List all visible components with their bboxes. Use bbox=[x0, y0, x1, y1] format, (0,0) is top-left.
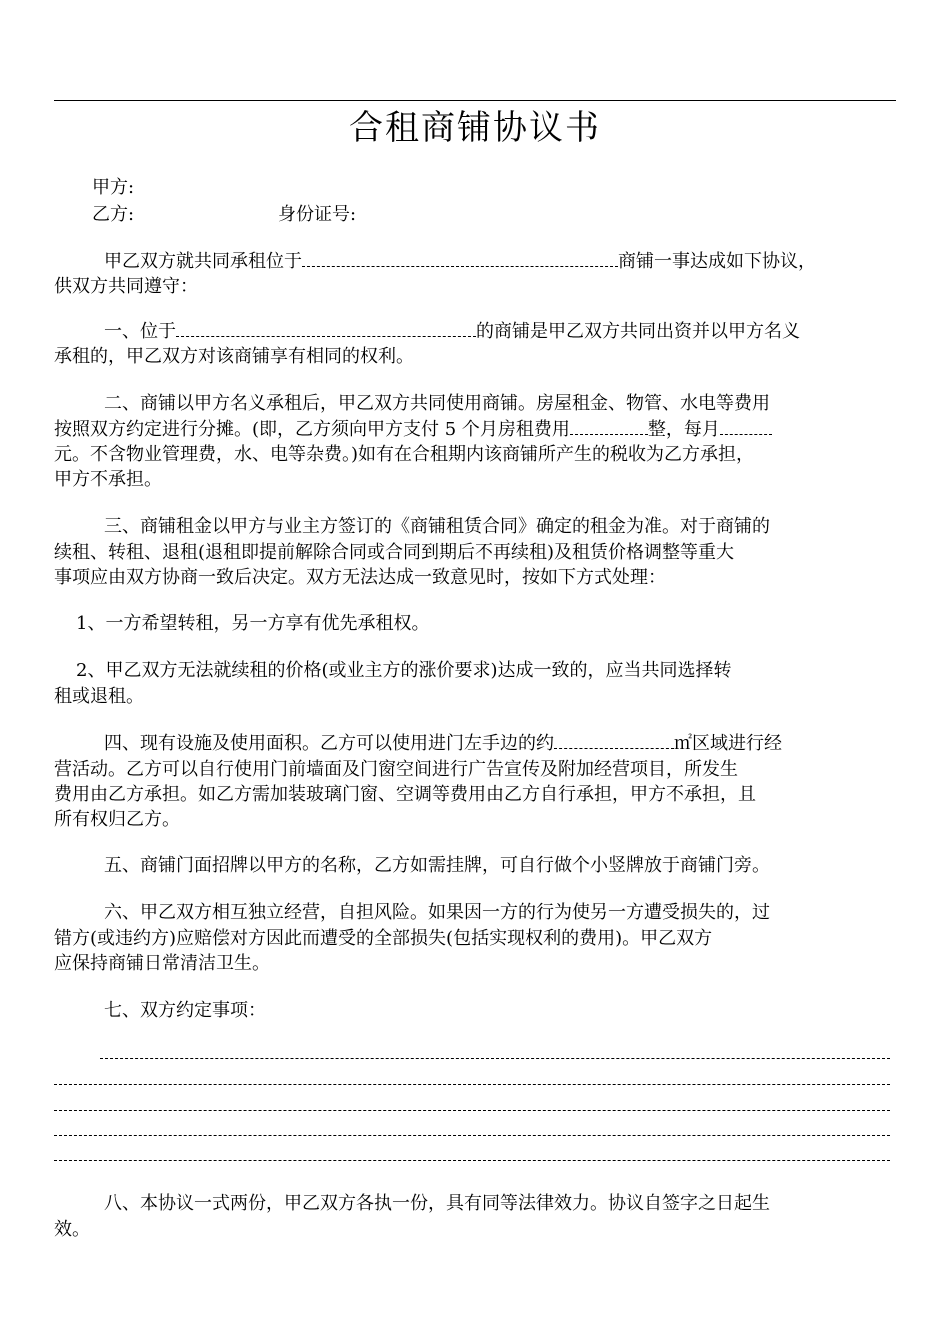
shop-address-blank[interactable] bbox=[176, 322, 476, 337]
section-4-text-a: 四、现有设施及使用面积。乙方可以使用进门左手边的约 bbox=[104, 733, 554, 754]
section-4-text-b: ㎡区域进行经 bbox=[674, 733, 782, 754]
section-6-line-3: 应保持商铺日常清洁卫生。 bbox=[54, 953, 270, 974]
section-3-line-2: 续租、转租、退租(退租即提前解除合同或合同到期后不再续租)及租赁价格调整等重大 bbox=[54, 542, 735, 563]
section-2-line-3: 元。不含物业管理费，水、电等杂费。)如有在合租期内该商铺所产生的税收为乙方承担， bbox=[54, 444, 755, 465]
agreement-fill-line-1[interactable] bbox=[100, 1058, 890, 1059]
agreement-fill-line-5[interactable] bbox=[54, 1160, 890, 1161]
item-1: 1、一方希望转租，另一方享有优先承租权。 bbox=[76, 613, 430, 634]
intro-line-2: 供双方共同遵守： bbox=[54, 276, 198, 297]
party-b-label: 乙方: bbox=[92, 204, 135, 225]
id-number-label: 身份证号: bbox=[278, 204, 357, 225]
section-5: 五、商铺门面招牌以甲方的名称，乙方如需挂牌，可自行做个小竖牌放于商铺门旁。 bbox=[104, 855, 770, 876]
section-8-line-2: 效。 bbox=[54, 1219, 90, 1240]
section-4-line-3: 费用由乙方承担。如乙方需加装玻璃门窗、空调等费用由乙方自行承担，甲方不承担，且 bbox=[54, 784, 756, 805]
section-6-line-1: 六、甲乙双方相互独立经营，自担风险。如果因一方的行为使另一方遭受损失的，过 bbox=[104, 902, 770, 923]
section-7: 七、双方约定事项： bbox=[104, 1000, 266, 1021]
section-2-line-1: 二、商铺以甲方名义承租后，甲乙双方共同使用商铺。房屋租金、物管、水电等费用 bbox=[104, 393, 770, 414]
section-2-line-2 bbox=[54, 418, 772, 442]
section-4-line-2: 营活动。乙方可以自行使用门前墙面及门窗空间进行广告宣传及附加经营项目，所发生 bbox=[54, 759, 738, 780]
section-2-line-4: 甲方不承担。 bbox=[54, 469, 162, 490]
section-4-line-1 bbox=[104, 732, 782, 756]
item-2-line-1: 2、甲乙双方无法就续租的价格(或业主方的涨价要求)达成一致的，应当共同选择转 bbox=[76, 660, 732, 681]
section-1-text-b: 的商铺是甲乙双方共同出资并以甲方名义 bbox=[476, 321, 800, 342]
intro-text-2: 商铺一事达成如下协议， bbox=[618, 251, 816, 272]
monthly-rent-blank[interactable] bbox=[720, 420, 772, 435]
agreement-fill-line-3[interactable] bbox=[54, 1110, 890, 1111]
section-3-line-1: 三、商铺租金以甲方与业主方签订的《商铺租赁合同》确定的租金为准。对于商铺的 bbox=[104, 516, 770, 537]
section-8-line-1: 八、本协议一式两份，甲乙双方各执一份，具有同等法律效力。协议自签字之日起生 bbox=[104, 1193, 770, 1214]
location-blank[interactable] bbox=[302, 252, 618, 267]
document-title: 合租商铺协议书 bbox=[349, 108, 601, 148]
agreement-fill-line-2[interactable] bbox=[54, 1084, 890, 1085]
section-2-text-c: 整，每月 bbox=[647, 419, 720, 440]
section-3-line-3: 事项应由双方协商一致后决定。双方无法达成一致意见时，按如下方式处理： bbox=[54, 567, 666, 588]
section-6-line-2: 错方(或违约方)应赔偿对方因此而遭受的全部损失(包括实现权利的费用)。甲乙双方 bbox=[54, 928, 713, 949]
top-rule bbox=[54, 100, 896, 101]
intro-line-1 bbox=[104, 250, 816, 274]
rent-total-blank[interactable] bbox=[570, 420, 648, 435]
section-4-line-4: 所有权归乙方。 bbox=[54, 809, 180, 830]
item-2-line-2: 租或退租。 bbox=[54, 686, 144, 707]
area-blank[interactable] bbox=[554, 734, 674, 749]
agreement-fill-line-4[interactable] bbox=[54, 1135, 890, 1136]
section-1-line-1 bbox=[104, 320, 800, 344]
section-2-text-b: 按照双方约定进行分摊。(即，乙方须向甲方支付 5 个月房租费用 bbox=[54, 419, 570, 440]
party-a-label: 甲方: bbox=[92, 177, 135, 198]
section-1-line-2: 承租的，甲乙双方对该商铺享有相同的权利。 bbox=[54, 346, 414, 367]
section-1-text-a: 一、位于 bbox=[104, 321, 176, 342]
intro-text-1: 甲乙双方就共同承租位于 bbox=[104, 251, 302, 272]
